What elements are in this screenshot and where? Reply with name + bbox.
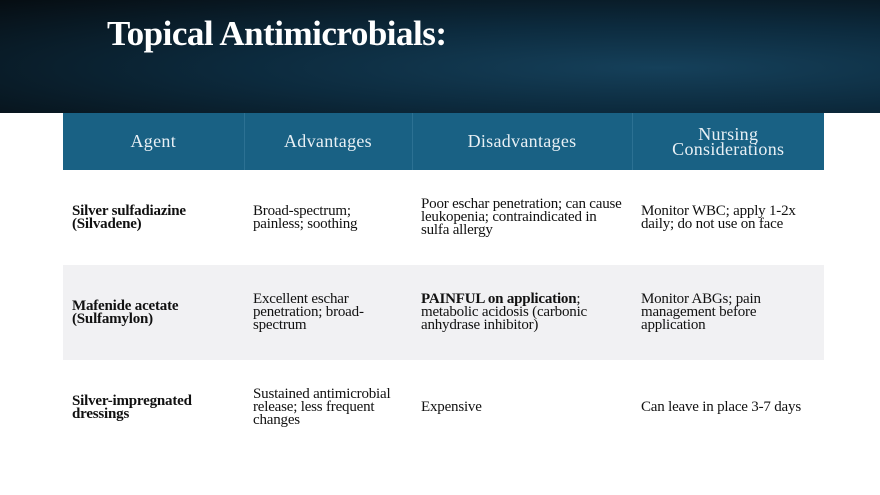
advantages-cell: Broad-spectrum; painless; soothing (253, 202, 358, 232)
header-agent: Agent (63, 113, 244, 170)
table-row (63, 170, 824, 265)
disadvantages-cell (412, 170, 632, 265)
table-row (63, 265, 824, 360)
disadvantages-cell (412, 265, 632, 360)
advantages-cell: Sustained antimicrobial release; less frequent changes (253, 386, 391, 428)
header-advantages: Advantages (244, 113, 412, 170)
table-row (63, 360, 824, 455)
agent-cell: Silver-impregnated dressings (72, 392, 192, 422)
disadvantages-text: ; metabolic acidosis (carbonic anhydrase inhibitor) (421, 291, 587, 333)
nursing-cell: Can leave in place 3-7 days (641, 399, 801, 415)
disadvantages-text: Expensive (421, 399, 482, 415)
disadvantages-cell (412, 360, 632, 455)
disadvantages-emphasis: PAINFUL on application (421, 291, 577, 307)
disadvantages-text: Poor eschar penetration; can cause leukopenia; contraindicated in sulfa allergy (421, 196, 622, 238)
nursing-cell: Monitor WBC; apply 1-2x daily; do not use on face (641, 202, 796, 232)
agent-cell: Mafenide acetate (Sulfamylon) (63, 265, 244, 360)
header-nursing-considerations: Nursing Considerations (632, 113, 824, 170)
nursing-cell: Monitor ABGs; pain management before application (632, 265, 824, 360)
header-disadvantages: Disadvantages (412, 113, 632, 170)
table-header-row (63, 113, 824, 170)
advantages-cell: Excellent eschar penetration; broad-spectrum (244, 265, 412, 360)
agent-cell: Silver sulfadiazine (Silvadene) (72, 202, 186, 232)
antimicrobials-table (63, 113, 824, 455)
slide-title: Topical Antimicrobials: (107, 14, 447, 53)
